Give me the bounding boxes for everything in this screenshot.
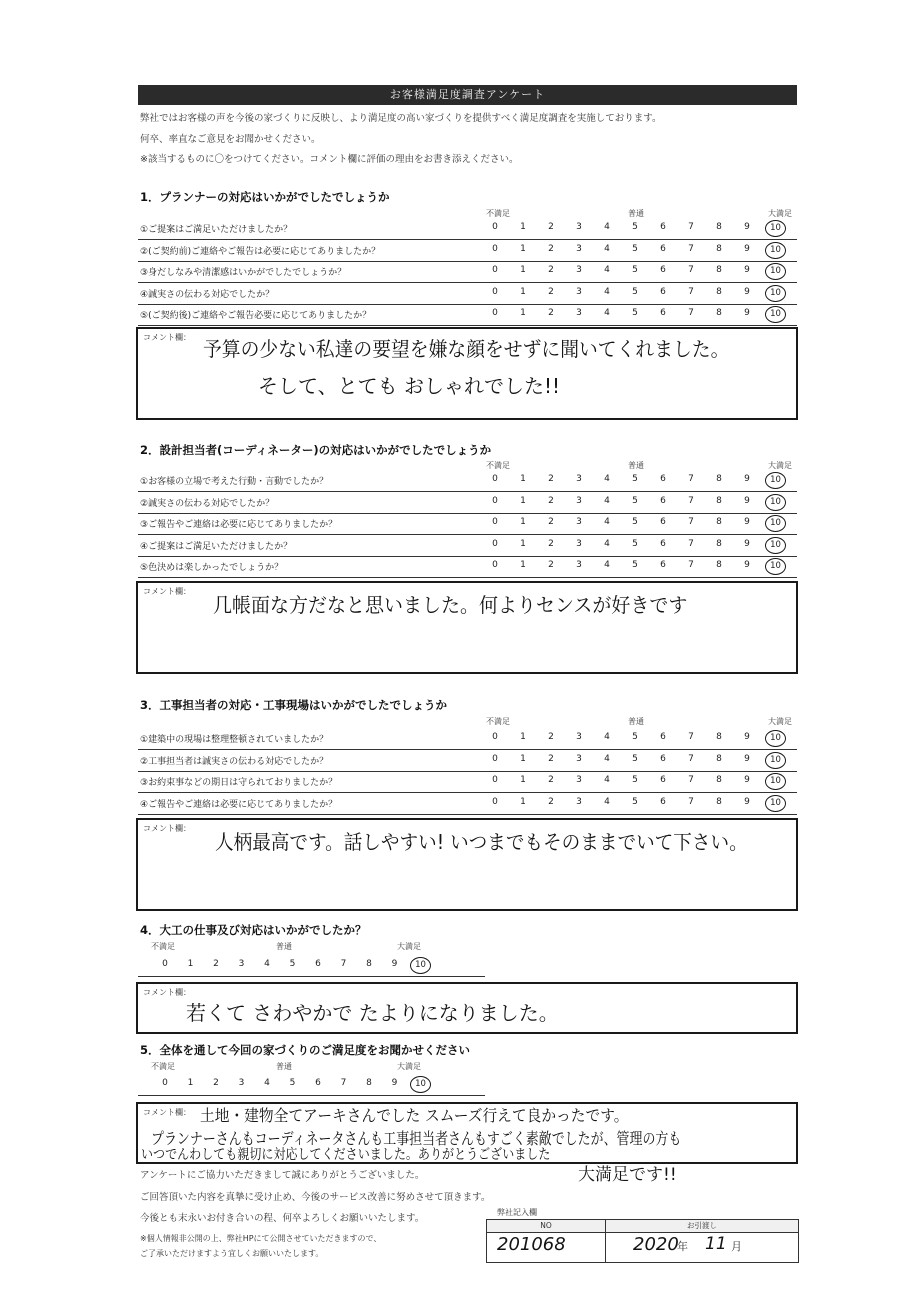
scale-number[interactable]: 0	[162, 1078, 168, 1088]
scale-number[interactable]: 7	[688, 775, 694, 785]
scale-number[interactable]: 7	[340, 1078, 347, 1088]
scale-number[interactable]: 8	[716, 222, 722, 232]
scale-low-label: 不満足	[486, 717, 510, 726]
scale-number-selected[interactable]: 10	[410, 957, 431, 974]
scale-number[interactable]: 1	[520, 265, 526, 275]
scale-number[interactable]: 5	[632, 222, 638, 232]
scale-number[interactable]: 5	[632, 286, 638, 297]
scale-number[interactable]: 4	[604, 560, 610, 570]
scale-high-label: 大満足	[397, 942, 421, 951]
scale-number[interactable]: 5	[632, 796, 638, 807]
question-text: ②誠実さの伝わる対応でしたか？	[140, 498, 275, 509]
section-5-comment-line-2: プランナーさんもコーディネータさんも工事担当者さんもすごく素敵でしたが、管理の方も	[151, 1129, 682, 1148]
scale-mid-label: 普通	[628, 461, 644, 470]
scale-number-selected[interactable]: 10	[765, 558, 786, 575]
scale-number[interactable]: 7	[688, 538, 694, 549]
scale-number[interactable]: 8	[366, 1078, 372, 1088]
scale-number[interactable]: 1	[520, 538, 526, 549]
question-row	[138, 536, 797, 557]
scale-number[interactable]: 2	[548, 495, 554, 506]
scale-number[interactable]: 4	[604, 753, 610, 764]
scale-number[interactable]: 9	[391, 1078, 398, 1088]
scale-number[interactable]: 2	[548, 222, 554, 232]
scale-number[interactable]: 9	[744, 222, 750, 232]
question-row	[138, 794, 797, 815]
scale-number[interactable]: 3	[238, 959, 245, 969]
scale-number[interactable]: 0	[492, 753, 498, 764]
scale-number[interactable]: 1	[520, 775, 526, 785]
scale-number[interactable]: 6	[660, 474, 666, 484]
scale-number[interactable]: 3	[576, 560, 582, 570]
scale-number[interactable]: 9	[744, 560, 750, 570]
question-text: ①建築中の現場は整理整頓されていましたか？	[140, 735, 329, 745]
section-2-title: 2．設計担当者(コーディネーター)の対応はいかがでしたでしょうか	[140, 443, 492, 457]
scale-mid-label: 普通	[276, 1062, 292, 1071]
scale-low-label: 不満足	[486, 461, 510, 470]
intro-line-2: 何卒、率直なご意見をお聞かせください。	[140, 134, 321, 145]
scale-number[interactable]: 7	[688, 243, 694, 254]
question-text: ④ご提案はご満足いただけましたか？	[140, 541, 293, 552]
question-row	[138, 262, 797, 283]
scale-number[interactable]: 8	[716, 796, 722, 807]
scale-number[interactable]: 4	[604, 265, 610, 275]
section-5-comment-line-3: いつでんわしても親切に対応してくださいました。ありがとうございました	[141, 1147, 551, 1163]
scale-number-selected[interactable]: 10	[765, 515, 786, 532]
scale-number[interactable]: 9	[744, 753, 750, 764]
scale-number[interactable]: 3	[576, 308, 582, 318]
scale-number[interactable]: 0	[492, 222, 498, 232]
scale-number-selected[interactable]: 10	[765, 220, 786, 237]
scale-number[interactable]: 4	[604, 732, 610, 742]
scale-number[interactable]: 7	[688, 495, 694, 506]
scale-number[interactable]: 2	[548, 308, 554, 318]
office-no-value: 201068	[497, 1234, 566, 1255]
office-no-label: NO	[487, 1220, 606, 1233]
scale-number[interactable]: 4	[604, 538, 610, 549]
scale-number[interactable]: 2	[548, 796, 554, 807]
section-4-scale-row	[138, 956, 485, 977]
question-text: ④誠実さの伝わる対応でしたか？	[140, 289, 275, 300]
scale-number[interactable]: 6	[660, 222, 666, 232]
scale-number[interactable]: 5	[289, 959, 296, 969]
scale-number[interactable]: 5	[632, 243, 638, 254]
scale-number[interactable]: 6	[315, 959, 321, 969]
scale-number[interactable]: 9	[744, 517, 750, 527]
scale-number-selected[interactable]: 10	[765, 537, 786, 554]
scale-number[interactable]: 0	[492, 796, 498, 807]
scale-number[interactable]: 8	[716, 732, 722, 742]
scale-number[interactable]: 6	[660, 495, 666, 506]
question-row	[138, 729, 797, 750]
scale-number[interactable]: 2	[548, 243, 554, 254]
scale-low-label: 不満足	[151, 942, 175, 951]
scale-high-label: 大満足	[768, 461, 792, 470]
scale-mid-label: 普通	[276, 942, 292, 951]
scale-number[interactable]: 9	[744, 495, 750, 506]
scale-number[interactable]: 0	[492, 495, 498, 506]
intro-line-3: ※該当するものに〇をつけてください。コメント欄に評価の理由をお書き添えください。	[140, 154, 519, 165]
scale-number[interactable]: 9	[744, 265, 750, 275]
scale-number[interactable]: 1	[520, 222, 526, 232]
footer-line-3: 今後とも末永いお付き合いの程、何卒よろしくお願いいたします。	[140, 1213, 425, 1224]
question-row	[138, 557, 797, 578]
comment-label: コメント欄：	[143, 824, 191, 833]
footer-line-1: アンケートにご協力いただきまして誠にありがとうございました。	[140, 1170, 425, 1181]
scale-number[interactable]: 0	[492, 775, 498, 785]
section-5-scale-row	[138, 1075, 485, 1096]
scale-number[interactable]: 4	[264, 1078, 270, 1088]
scale-number[interactable]: 6	[660, 560, 666, 570]
section-5-title: 5．全体を通して今回の家づくりのご満足度をお聞かせください	[140, 1043, 470, 1057]
scale-number[interactable]: 2	[548, 286, 554, 297]
scale-number-selected[interactable]: 10	[765, 752, 786, 769]
scale-number[interactable]: 6	[660, 286, 666, 297]
scale-number[interactable]: 3	[576, 286, 582, 297]
scale-number[interactable]: 2	[548, 265, 554, 275]
footer-line-2: ご回答頂いた内容を真摯に受け止め、今後のサービス改善に努めさせて頂きます。	[140, 1192, 491, 1203]
office-use-label: 弊社記入欄	[497, 1208, 537, 1217]
scale-number[interactable]: 8	[716, 775, 722, 785]
scale-number[interactable]: 5	[289, 1078, 296, 1088]
question-row	[138, 241, 797, 262]
scale-number[interactable]: 8	[716, 560, 722, 570]
comment-label: コメント欄：	[143, 587, 191, 596]
question-text: ④ご報告やご連絡は必要に応じてありましたか？	[140, 799, 338, 810]
scale-number-selected[interactable]: 10	[765, 730, 786, 747]
scale-number[interactable]: 9	[744, 775, 750, 785]
scale-number[interactable]: 2	[213, 1078, 219, 1088]
scale-high-label: 大満足	[397, 1062, 421, 1071]
scale-number[interactable]: 6	[660, 265, 666, 275]
scale-number[interactable]: 5	[632, 495, 638, 506]
scale-number-selected[interactable]: 10	[765, 285, 786, 302]
question-row	[138, 284, 797, 305]
office-divider	[605, 1232, 606, 1262]
comment-label: コメント欄：	[143, 1108, 191, 1117]
scale-number[interactable]: 7	[688, 222, 694, 232]
scale-number[interactable]: 1	[520, 474, 526, 484]
scale-number[interactable]: 4	[604, 495, 610, 506]
scale-number[interactable]: 2	[548, 538, 554, 549]
scale-number[interactable]: 9	[744, 308, 750, 318]
scale-number[interactable]: 5	[632, 265, 638, 275]
scale-number[interactable]: 3	[576, 243, 582, 254]
question-row	[138, 471, 797, 492]
office-use-box	[486, 1219, 799, 1263]
scale-number[interactable]: 7	[688, 753, 694, 764]
scale-number[interactable]: 9	[744, 243, 750, 254]
scale-number[interactable]: 7	[688, 286, 694, 297]
scale-number[interactable]: 4	[604, 517, 610, 527]
scale-number-selected[interactable]: 10	[765, 306, 786, 323]
scale-number[interactable]: 7	[688, 474, 694, 484]
scale-number[interactable]: 4	[604, 474, 610, 484]
scale-number[interactable]: 7	[688, 517, 694, 527]
question-text: ③ご報告やご連絡は必要に応じてありましたか？	[140, 520, 338, 530]
scale-number[interactable]: 1	[520, 753, 526, 764]
intro-line-1: 弊社ではお客様の声を今後の家づくりに反映し、より満足度の高い家づくりを提供すべく満足度調査を実施しております。	[140, 113, 662, 124]
scale-number[interactable]: 4	[604, 222, 610, 232]
scale-number[interactable]: 1	[187, 959, 194, 969]
question-text: ③身だしなみや清潔感はいかがでしたでしょうか？	[140, 268, 347, 278]
question-row	[138, 772, 797, 793]
scale-number[interactable]: 8	[716, 538, 722, 549]
scale-number[interactable]: 4	[604, 796, 610, 807]
scale-number[interactable]: 4	[604, 286, 610, 297]
scale-number[interactable]: 1	[520, 286, 526, 297]
scale-number[interactable]: 7	[688, 732, 694, 742]
scale-number[interactable]: 9	[391, 959, 398, 969]
scale-number[interactable]: 4	[604, 243, 610, 254]
question-row	[138, 751, 797, 772]
scale-number[interactable]: 6	[660, 308, 666, 318]
scale-number[interactable]: 1	[520, 495, 526, 506]
scale-number[interactable]: 1	[520, 796, 526, 807]
footer-note-2: ご了承いただけますよう宜しくお願いいたします。	[140, 1249, 324, 1258]
office-year-value: 2020	[633, 1234, 679, 1255]
section-1-title: 1．プランナーの対応はいかがでしたでしょうか	[140, 190, 390, 204]
scale-number[interactable]: 8	[716, 265, 722, 275]
scale-number[interactable]: 6	[660, 243, 666, 254]
section-3-title: 3．工事担当者の対応・工事現場はいかがでしたでしょうか	[140, 698, 447, 712]
scale-number[interactable]: 5	[632, 775, 638, 785]
office-year-unit: 年	[677, 1240, 688, 1253]
scale-number[interactable]: 7	[688, 560, 694, 570]
scale-number[interactable]: 2	[213, 959, 219, 969]
section-4-comment-line-1: 若くて さわやかで たよりになりました。	[186, 1001, 559, 1025]
scale-number[interactable]: 6	[315, 1078, 321, 1088]
scale-number[interactable]: 0	[492, 517, 498, 527]
scale-number[interactable]: 9	[744, 538, 750, 549]
scale-number-selected[interactable]: 10	[765, 795, 786, 812]
scale-number[interactable]: 3	[576, 538, 582, 549]
scale-number[interactable]: 1	[520, 560, 526, 570]
scale-number[interactable]: 3	[576, 517, 582, 527]
office-handover-label: お引渡し	[606, 1220, 798, 1233]
scale-number[interactable]: 0	[492, 286, 498, 297]
scale-number[interactable]: 7	[340, 959, 347, 969]
question-text: ①ご提案はご満足いただけましたか？	[140, 225, 293, 235]
section-5-comment-line-4: 大満足です!!	[578, 1165, 677, 1185]
survey-title: お客様満足度調査アンケート	[138, 85, 797, 105]
question-row	[138, 493, 797, 514]
scale-number[interactable]: 2	[548, 517, 554, 527]
scale-mid-label: 普通	[628, 209, 644, 218]
scale-number[interactable]: 0	[492, 474, 498, 484]
office-month-value: 11	[705, 1234, 727, 1254]
comment-label: コメント欄：	[143, 988, 191, 997]
scale-number[interactable]: 5	[632, 474, 638, 484]
scale-number[interactable]: 1	[520, 517, 526, 527]
scale-number[interactable]: 8	[716, 753, 722, 764]
scale-number[interactable]: 6	[660, 517, 666, 527]
scale-number[interactable]: 2	[548, 474, 554, 484]
scale-number[interactable]: 4	[604, 775, 610, 785]
scale-number[interactable]: 3	[576, 495, 582, 506]
question-text: ⑤(ご契約後)ご連絡やご報告必要に応じてありましたか？	[140, 311, 372, 321]
scale-number-selected[interactable]: 10	[765, 494, 786, 511]
scale-number[interactable]: 5	[632, 753, 638, 764]
scale-number[interactable]: 4	[264, 959, 270, 969]
section-4-title: 4．大工の仕事及び対応はいかがでしたか？	[140, 923, 367, 937]
scale-number[interactable]: 5	[632, 538, 638, 549]
scale-number[interactable]: 3	[576, 796, 582, 807]
scale-number[interactable]: 2	[548, 775, 554, 785]
scale-number-selected[interactable]: 10	[765, 472, 786, 489]
scale-number[interactable]: 2	[548, 732, 554, 742]
scale-number[interactable]: 5	[632, 560, 638, 570]
scale-number[interactable]: 4	[604, 308, 610, 318]
scale-number[interactable]: 9	[744, 796, 750, 807]
scale-low-label: 不満足	[486, 209, 510, 218]
scale-number[interactable]: 6	[660, 753, 666, 764]
scale-number[interactable]: 3	[576, 732, 582, 742]
scale-low-label: 不満足	[151, 1062, 175, 1071]
question-text: ⑤色決めは楽しかったでしょうか？	[140, 563, 284, 573]
scale-number[interactable]: 3	[576, 222, 582, 232]
scale-high-label: 大満足	[768, 717, 792, 726]
scale-number[interactable]: 8	[716, 474, 722, 484]
scale-number[interactable]: 8	[366, 959, 372, 969]
scale-number[interactable]: 0	[162, 959, 168, 969]
scale-number[interactable]: 1	[520, 243, 526, 254]
scale-number[interactable]: 3	[576, 265, 582, 275]
scale-number[interactable]: 6	[660, 732, 666, 742]
question-text: ②(ご契約前)ご連絡やご報告は必要に応じてありましたか？	[140, 246, 381, 257]
question-text: ②工事担当者は誠実さの伝わる対応でしたか？	[140, 756, 329, 767]
scale-number[interactable]: 8	[716, 495, 722, 506]
scale-number[interactable]: 6	[660, 538, 666, 549]
section-2-comment-line-1: 几帳面な方だなと思いました。何よりセンスが好きです	[213, 593, 688, 617]
scale-number[interactable]: 0	[492, 265, 498, 275]
scale-number[interactable]: 7	[688, 796, 694, 807]
scale-number[interactable]: 5	[632, 517, 638, 527]
scale-number[interactable]: 6	[660, 796, 666, 807]
question-row	[138, 305, 797, 326]
scale-number[interactable]: 3	[238, 1078, 245, 1088]
scale-number[interactable]: 1	[520, 732, 526, 742]
scale-number[interactable]: 5	[632, 732, 638, 742]
scale-number-selected[interactable]: 10	[765, 263, 786, 280]
section-1-comment-line-2: そして、とても おしゃれでした!!	[258, 374, 560, 398]
scale-number[interactable]: 7	[688, 308, 694, 318]
scale-number[interactable]: 0	[492, 732, 498, 742]
section-5-comment-line-1: 土地・建物全てアーキさんでした スムーズ行えて良かったです。	[200, 1106, 629, 1125]
question-row	[138, 219, 797, 240]
scale-number[interactable]: 6	[660, 775, 666, 785]
question-text: ③お約束事などの期日は守られておりましたか？	[140, 778, 338, 788]
scale-number[interactable]: 1	[187, 1078, 194, 1088]
scale-number[interactable]: 0	[492, 538, 498, 549]
scale-number[interactable]: 8	[716, 243, 722, 254]
scale-number[interactable]: 3	[576, 753, 582, 764]
office-month-unit: 月	[731, 1240, 742, 1253]
question-text: ①お客様の立場で考えた行動・言動でしたか？	[140, 477, 329, 487]
scale-number-selected[interactable]: 10	[410, 1076, 431, 1093]
scale-number[interactable]: 3	[576, 775, 582, 785]
scale-number[interactable]: 3	[576, 474, 582, 484]
section-1-comment-line-1: 予算の少ない私達の要望を嫌な顔をせずに聞いてくれました。	[203, 337, 730, 361]
scale-number-selected[interactable]: 10	[765, 773, 786, 790]
scale-number[interactable]: 0	[492, 308, 498, 318]
scale-number[interactable]: 8	[716, 308, 722, 318]
scale-number[interactable]: 7	[688, 265, 694, 275]
scale-number[interactable]: 2	[548, 753, 554, 764]
scale-number[interactable]: 2	[548, 560, 554, 570]
question-row	[138, 514, 797, 535]
scale-high-label: 大満足	[768, 209, 792, 218]
scale-mid-label: 普通	[628, 717, 644, 726]
comment-label: コメント欄：	[143, 333, 191, 342]
scale-number[interactable]: 8	[716, 286, 722, 297]
scale-number[interactable]: 9	[744, 286, 750, 297]
scale-number[interactable]: 0	[492, 243, 498, 254]
scale-number[interactable]: 9	[744, 474, 750, 484]
scale-number[interactable]: 9	[744, 732, 750, 742]
footer-note-1: ※個人情報非公開の上、弊社HPにて公開させていただきますので、	[140, 1234, 382, 1243]
scale-number[interactable]: 8	[716, 517, 722, 527]
scale-number[interactable]: 0	[492, 560, 498, 570]
scale-number[interactable]: 5	[632, 308, 638, 318]
section-3-comment-line-1: 人柄最高です。話しやすい! いつまでもそのままでいて下さい。	[215, 830, 748, 854]
scale-number-selected[interactable]: 10	[765, 242, 786, 259]
scale-number[interactable]: 1	[520, 308, 526, 318]
